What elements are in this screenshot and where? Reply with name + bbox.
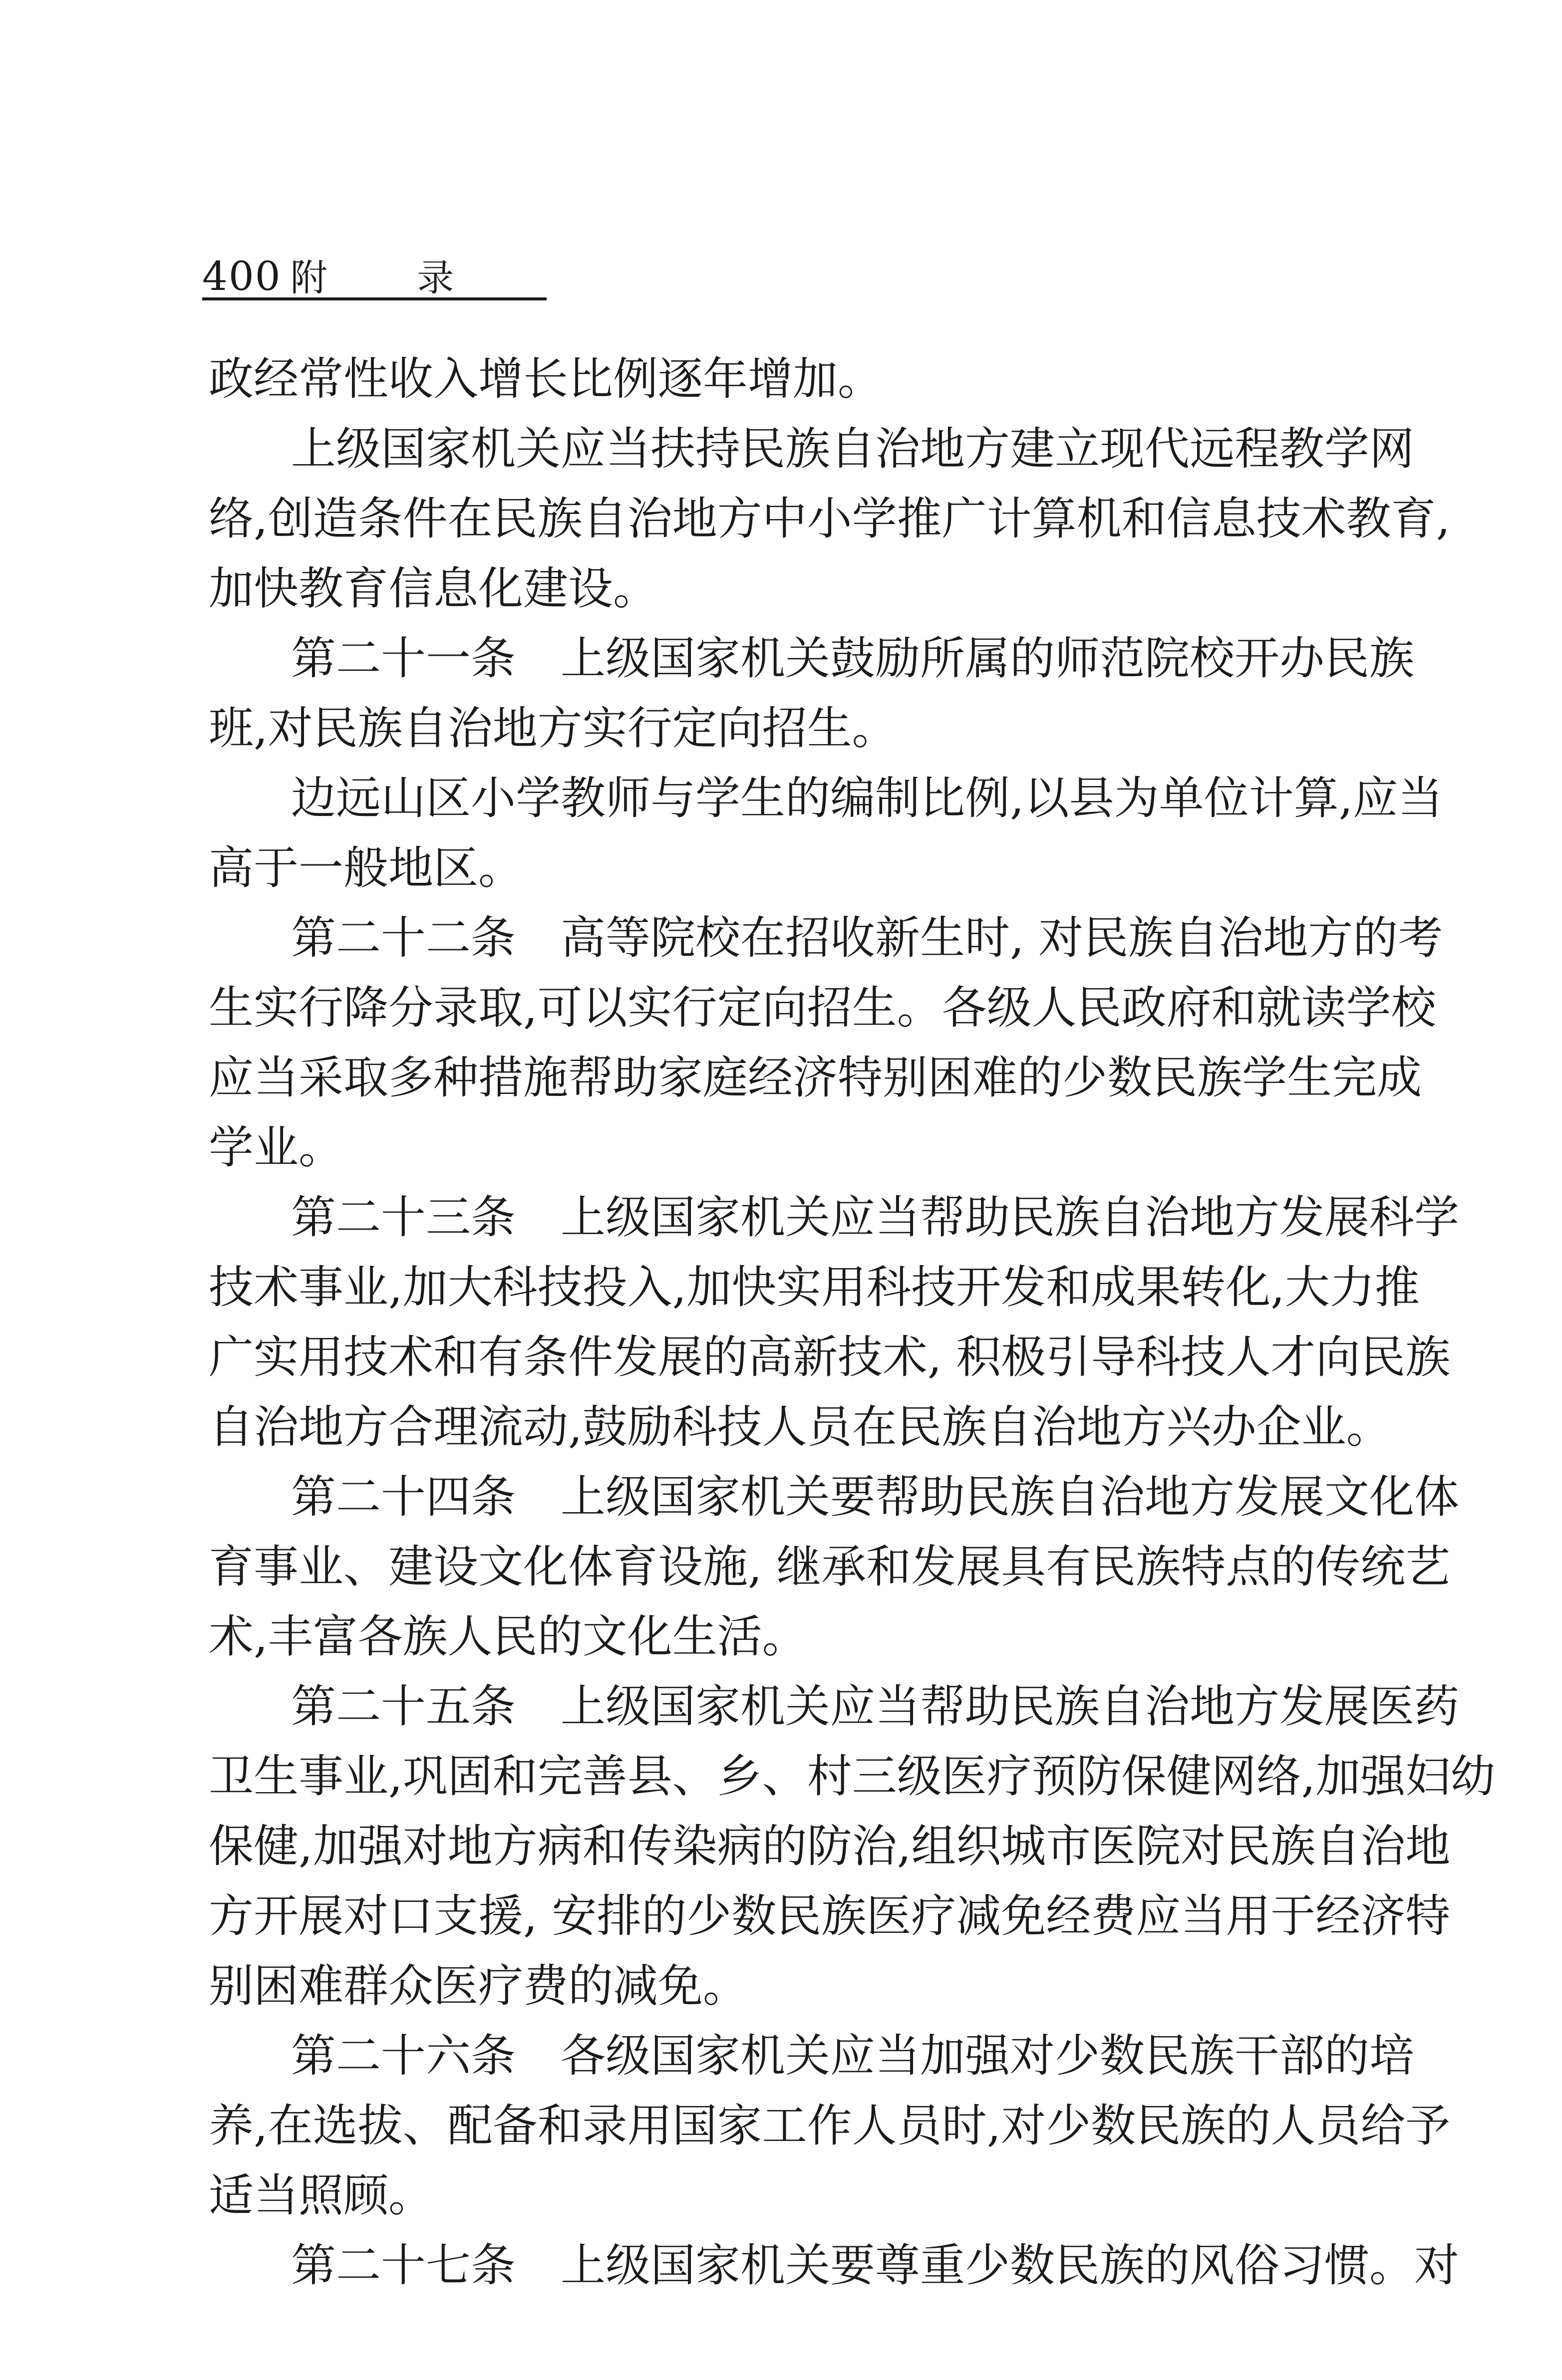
text-line: 应当采取多种措施帮助家庭经济特别困难的少数民族学生完成 xyxy=(209,1052,1422,1104)
page-number: 400 xyxy=(202,253,282,299)
text-line: 自治地方合理流动,鼓励科技人员在民族自治地方兴办企业。 xyxy=(209,1401,1391,1453)
text-line: 第二十二条 高等院校在招收新生时, 对民族自治地方的考 xyxy=(291,912,1443,964)
header-title: 附 录 xyxy=(290,257,493,299)
text-line: 方开展对口支援, 安排的少数民族医疗减免经费应当用于经济特 xyxy=(209,1890,1451,1942)
running-header xyxy=(202,253,547,300)
text-line: 保健,加强对地方病和传染病的防治,组织城市医院对民族自治地 xyxy=(209,1820,1451,1872)
text-line: 广实用技术和有条件发展的高新技术, 积极引导科技人才向民族 xyxy=(209,1331,1451,1383)
text-line: 适当照顾。 xyxy=(209,2169,433,2222)
text-line: 卫生事业,巩固和完善县、乡、村三级医疗预防保健网络,加强妇幼 xyxy=(209,1750,1496,1803)
text-line: 技术事业,加大科技投入,加快实用科技开发和成果转化,大力推 xyxy=(209,1261,1420,1314)
text-line: 学业。 xyxy=(209,1121,343,1174)
text-line: 育事业、建设文化体育设施, 继承和发展具有民族特点的传统艺 xyxy=(209,1541,1451,1593)
text-line: 络,创造条件在民族自治地方中小学推广计算机和信息技术教育, xyxy=(209,493,1451,545)
text-line: 术,丰富各族人民的文化生活。 xyxy=(209,1610,807,1663)
text-line: 第二十四条 上级国家机关要帮助民族自治地方发展文化体 xyxy=(291,1471,1459,1523)
text-line: 政经常性收入增长比例逐年增加。 xyxy=(209,353,883,405)
text-line: 高于一般地区。 xyxy=(209,842,523,894)
text-line: 第二十五条 上级国家机关应当帮助民族自治地方发展医药 xyxy=(291,1680,1459,1733)
text-line: 第二十六条 各级国家机关应当加强对少数民族干部的培 xyxy=(291,2030,1414,2082)
body-text xyxy=(209,344,1496,2301)
text-line: 第二十三条 上级国家机关应当帮助民族自治地方发展科学 xyxy=(291,1191,1459,1244)
text-line: 边远山区小学教师与学生的编制比例,以县为单位计算,应当 xyxy=(291,772,1443,824)
text-line: 别困难群众医疗费的减免。 xyxy=(209,1960,748,2012)
text-line: 生实行降分录取,可以实行定向招生。各级人民政府和就读学校 xyxy=(209,982,1436,1034)
text-line: 第二十七条 上级国家机关要尊重少数民族的风俗习惯。对 xyxy=(291,2239,1459,2292)
text-line: 加快教育信息化建设。 xyxy=(209,562,658,615)
text-line: 上级国家机关应当扶持民族自治地方建立现代远程教学网 xyxy=(291,423,1414,475)
text-line: 班,对民族自治地方实行定向招生。 xyxy=(209,702,897,755)
text-line: 第二十一条 上级国家机关鼓励所属的师范院校开办民族 xyxy=(291,632,1414,685)
text-line: 养,在选拔、配备和录用国家工作人员时,对少数民族的人员给予 xyxy=(209,2100,1451,2152)
